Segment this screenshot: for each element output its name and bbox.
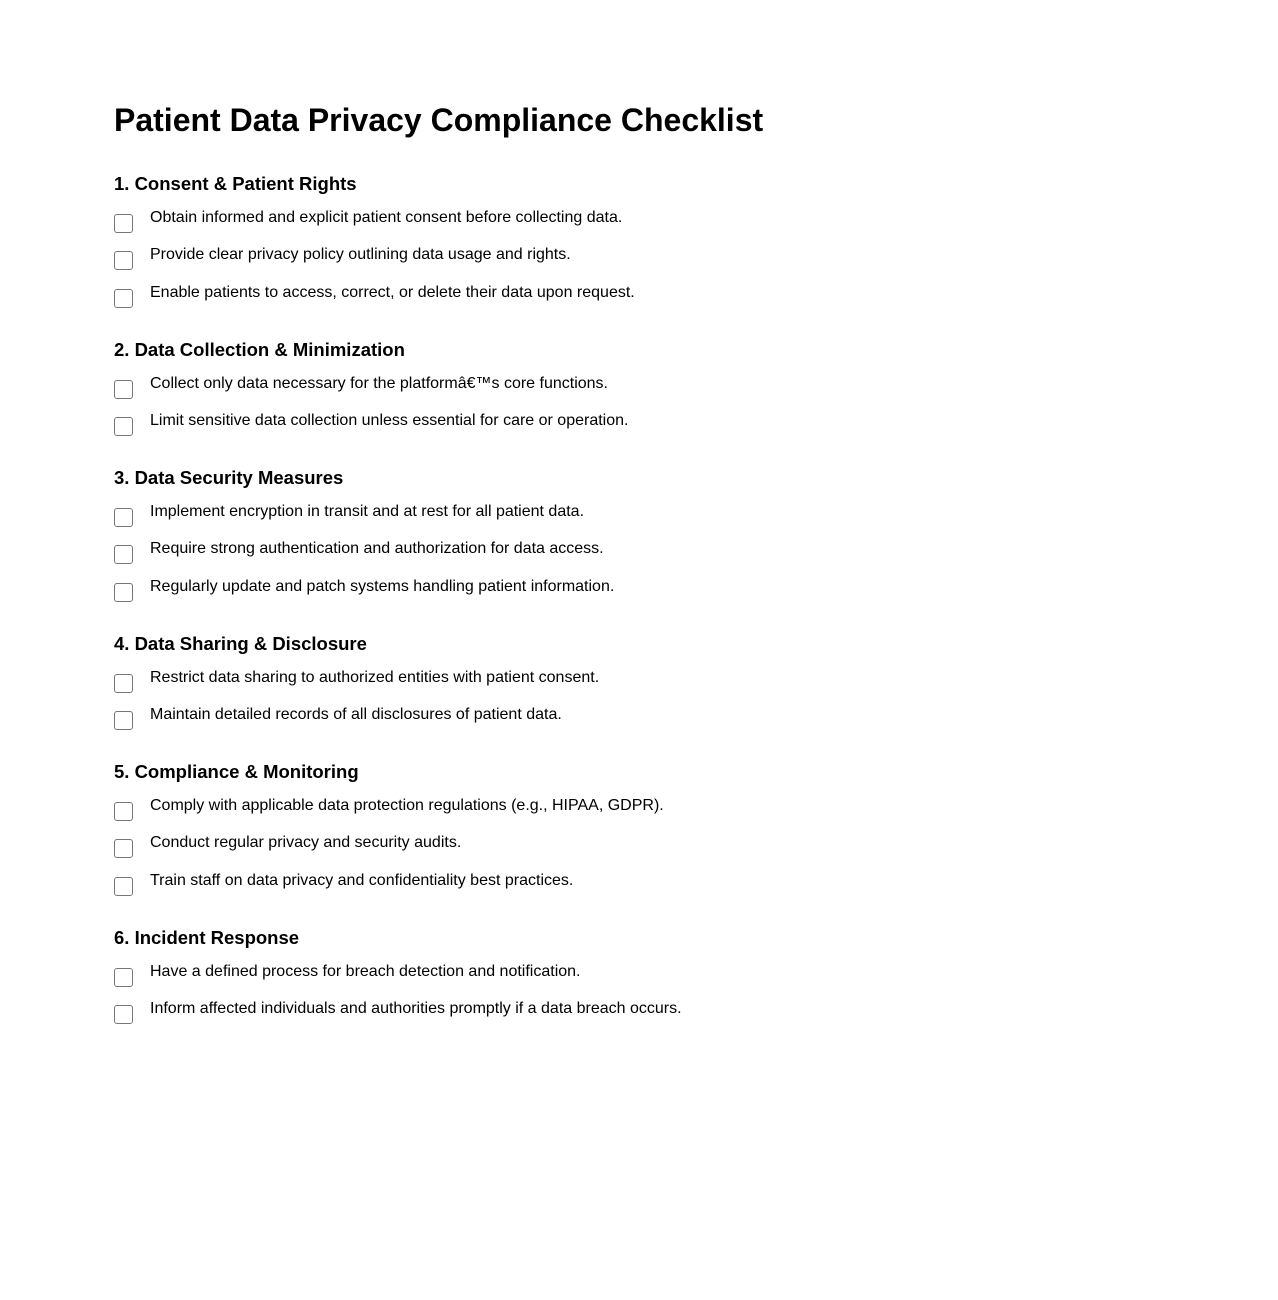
section-data-security	[114, 467, 614, 615]
checkbox[interactable]	[114, 380, 133, 399]
item-label: Collect only data necessary for the platformâ€™s core functions.	[150, 375, 608, 392]
item-label: Obtain informed and explicit patient consent before collecting data.	[150, 209, 623, 226]
item-label: Have a defined process for breach detection and notification.	[150, 963, 581, 980]
checkbox[interactable]	[114, 674, 133, 693]
section-heading: 2. Data Collection & Minimization	[114, 339, 405, 360]
item-label: Enable patients to access, correct, or delete their data upon request.	[150, 283, 635, 301]
section-heading: 6. Incident Response	[114, 927, 300, 948]
checklist-item[interactable]	[114, 963, 682, 1000]
item-label: Limit sensitive data collection unless essential for care or operation.	[150, 412, 629, 430]
checkbox[interactable]	[114, 417, 133, 436]
item-label: Restrict data sharing to authorized entities with patient consent.	[150, 669, 600, 686]
checklist-item[interactable]	[114, 797, 664, 834]
checklist-item[interactable]	[114, 669, 599, 706]
item-label: Conduct regular privacy and security audits.	[150, 834, 462, 852]
section-heading: 1. Consent & Patient Rights	[114, 173, 357, 194]
checklist-item[interactable]	[114, 284, 635, 321]
section-data-sharing	[114, 633, 599, 744]
checklist-item[interactable]	[114, 834, 664, 871]
checklist-item[interactable]	[114, 375, 628, 412]
checklist-item[interactable]	[114, 706, 599, 743]
section-heading: 4. Data Sharing & Disclosure	[114, 633, 367, 654]
page-title: Patient Data Privacy Compliance Checklist	[114, 102, 764, 138]
checklist-item[interactable]	[114, 872, 664, 909]
checkbox[interactable]	[114, 968, 133, 987]
section-compliance	[114, 761, 664, 909]
item-label: Provide clear privacy policy outlining data usage and rights.	[150, 246, 571, 264]
item-label: Maintain detailed records of all disclosures of patient data.	[150, 706, 562, 724]
checklist-item[interactable]	[114, 578, 614, 615]
item-label: Train staff on data privacy and confidentiality best practices.	[150, 871, 574, 889]
checkbox[interactable]	[114, 711, 133, 730]
checklist-item[interactable]	[114, 503, 614, 540]
checklist-item[interactable]	[114, 209, 635, 246]
checklist-item[interactable]	[114, 412, 628, 449]
checkbox[interactable]	[114, 583, 133, 602]
checkbox[interactable]	[114, 877, 133, 896]
checkbox[interactable]	[114, 508, 133, 527]
checkbox[interactable]	[114, 839, 133, 858]
section-consent	[114, 173, 635, 321]
checklist-item[interactable]	[114, 1000, 682, 1037]
item-label: Comply with applicable data protection regulations (e.g., HIPAA, GDPR).	[150, 797, 664, 814]
checkbox[interactable]	[114, 251, 133, 270]
item-label: Require strong authentication and authorization for data access.	[150, 540, 604, 558]
item-label: Regularly update and patch systems handling patient information.	[150, 577, 615, 595]
checklist-item[interactable]	[114, 246, 635, 283]
item-label: Implement encryption in transit and at rest for all patient data.	[150, 503, 585, 520]
checklist-item[interactable]	[114, 540, 614, 577]
item-label: Inform affected individuals and authorities promptly if a data breach occurs.	[150, 1000, 682, 1018]
section-data-collection	[114, 339, 628, 450]
checkbox[interactable]	[114, 214, 133, 233]
checkbox[interactable]	[114, 1005, 133, 1024]
section-heading: 5. Compliance & Monitoring	[114, 761, 359, 782]
section-incident-response	[114, 927, 682, 1038]
checkbox[interactable]	[114, 802, 133, 821]
section-heading: 3. Data Security Measures	[114, 467, 344, 488]
checkbox[interactable]	[114, 289, 133, 308]
checkbox[interactable]	[114, 545, 133, 564]
